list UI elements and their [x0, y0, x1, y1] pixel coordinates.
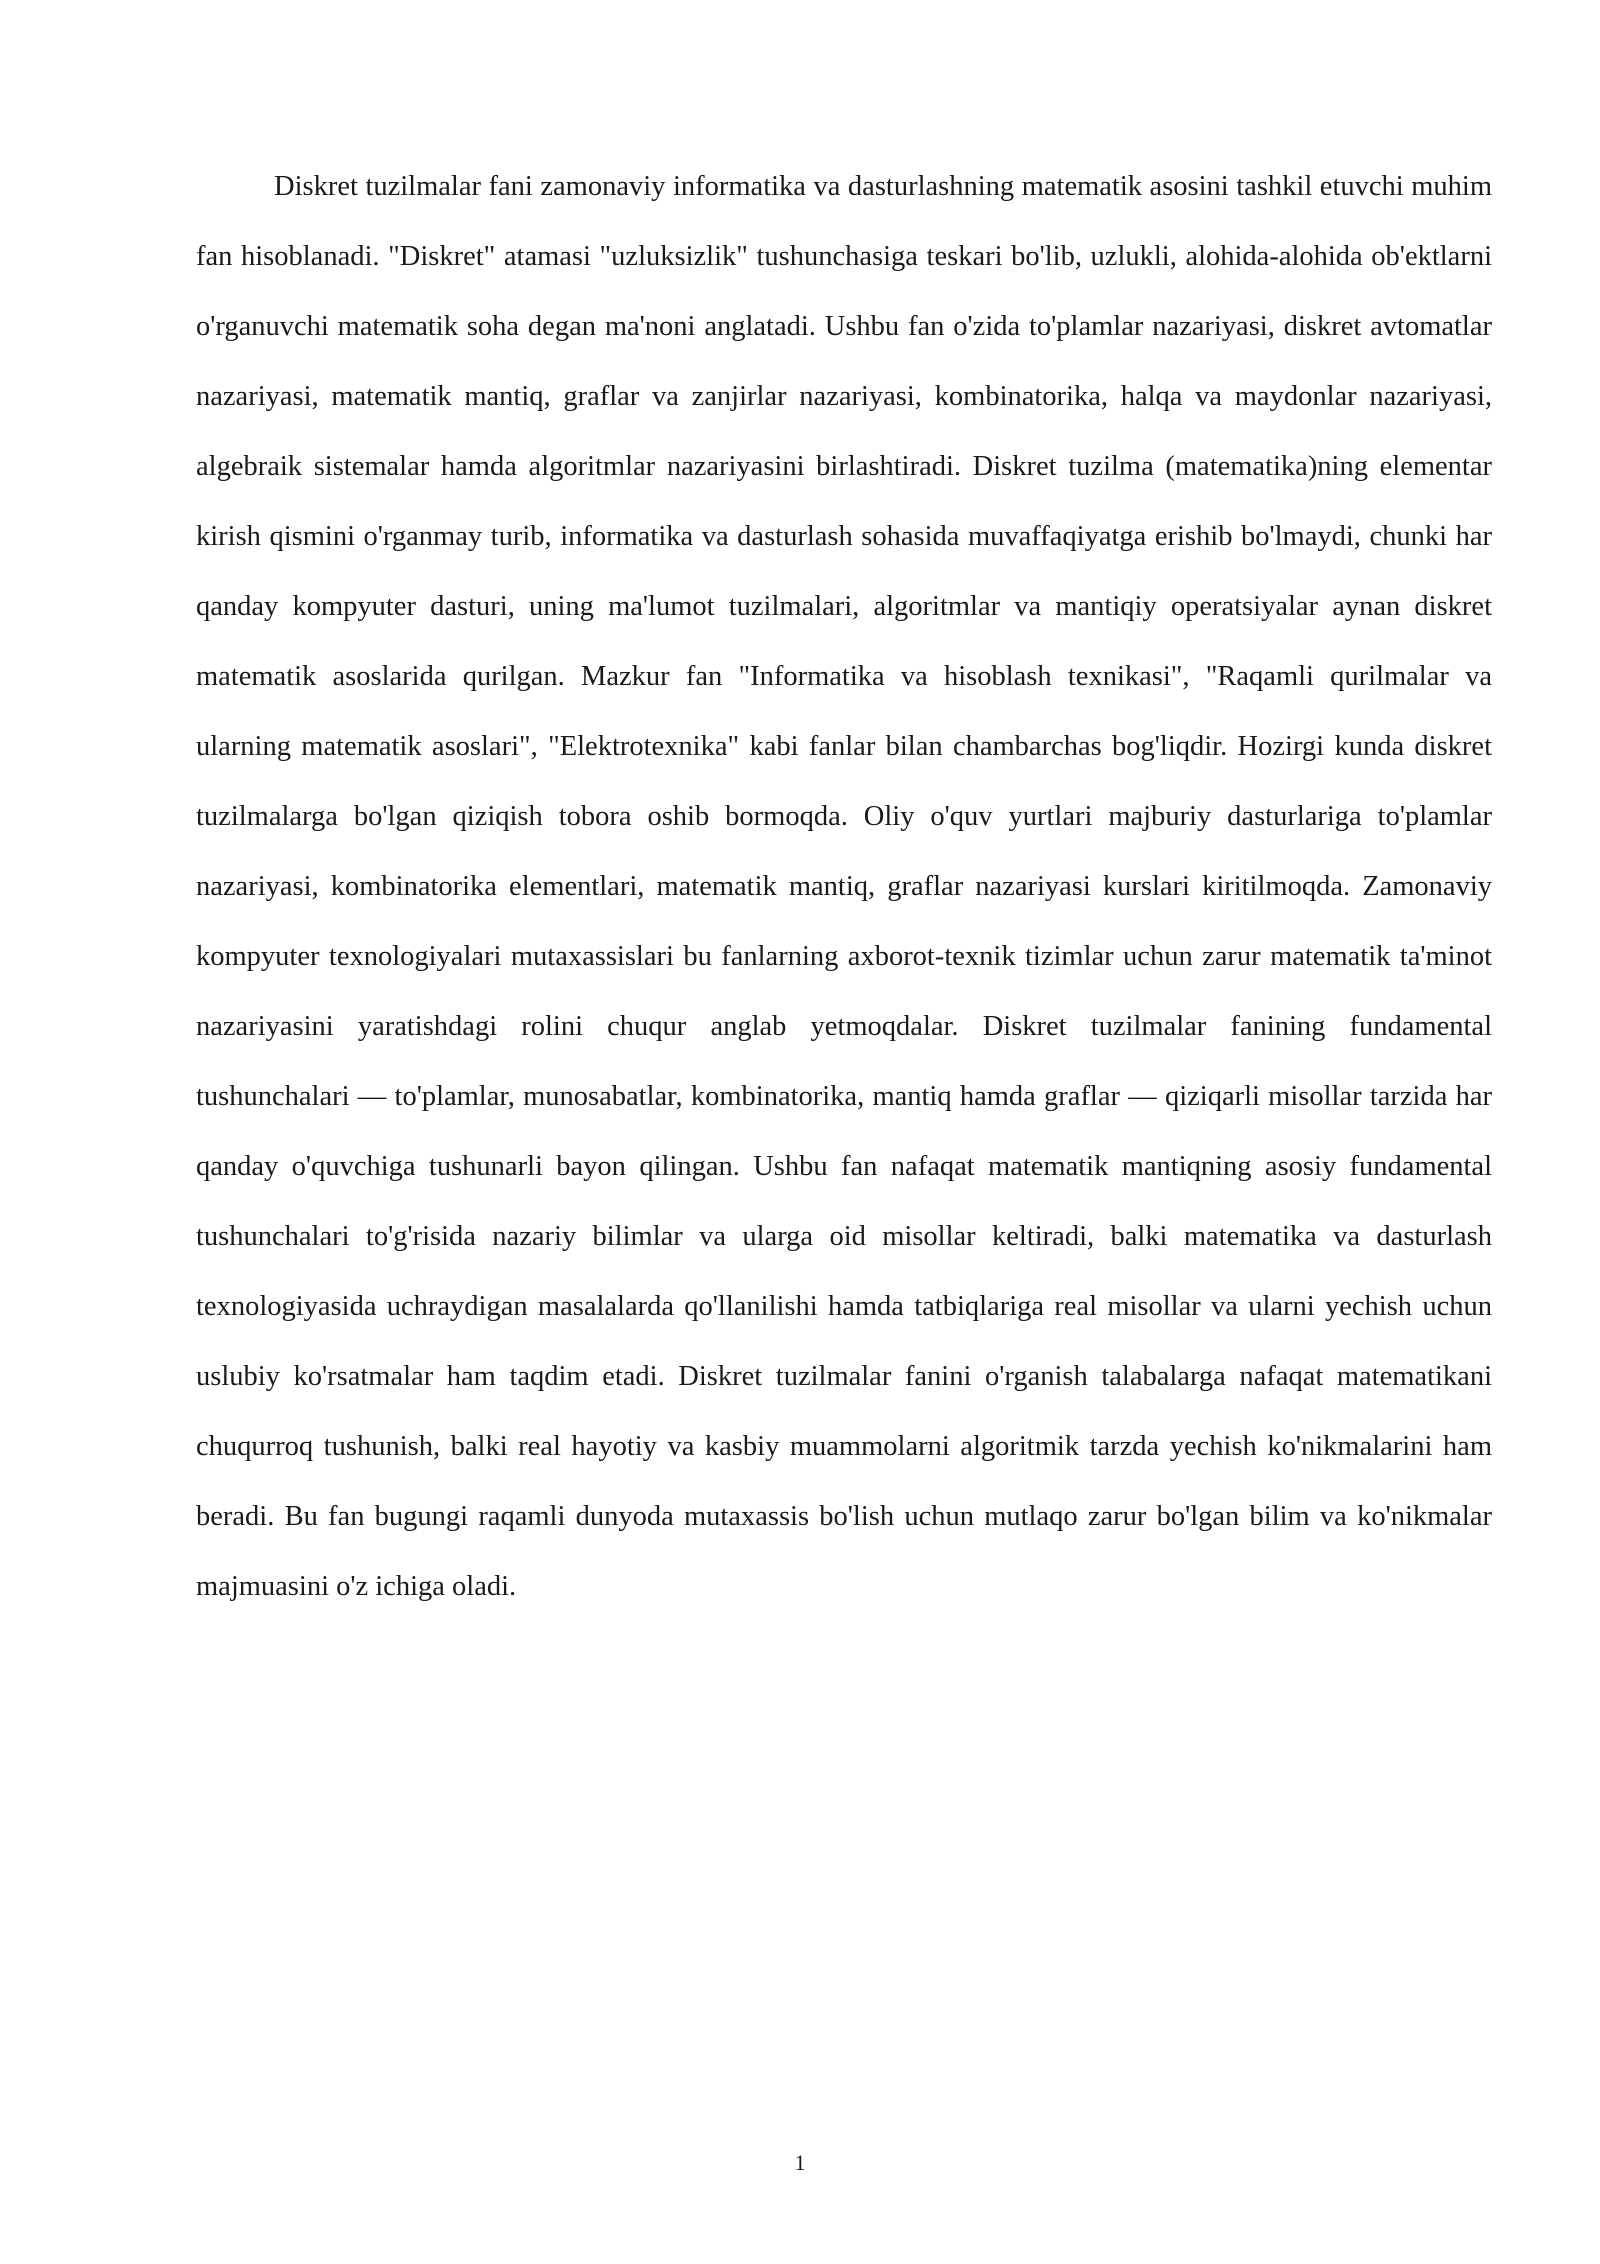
body-paragraph: Diskret tuzilmalar fani zamonaviy informatika va dasturlashning matematik asosini tashkil etuvchi muhim fan hisoblanadi. "Diskret" atamasi "uzluksizlik" tushunchasiga teskari bo'lib, uzlukli, alohida-alohida ob'ektlarni o'rganuvchi matematik soha degan ma'noni anglatadi. Ushbu fan o'zida to'plamlar nazariyasi, diskret avtomatlar nazariyasi, matematik mantiq, graflar va zanjirlar nazariyasi, kombinatorika, halqa va maydonlar nazariyasi, algebraik sistemalar hamda algoritmlar nazariyasini birlashtiradi. Diskret tuzilma (matematika)ning elementar kirish qismini o'rganmay turib, informatika va dasturlash sohasida muvaffaqiyatga erishib bo'lmaydi, chunki har qanday kompyuter dasturi, uning ma'lumot tuzilmalari, algoritmlar va mantiqiy operatsiyalar aynan diskret matematik asoslarida qurilgan. Mazkur fan "Informatika va hisoblash texnikasi", "Raqamli qurilmalar va ularning matematik asoslari", "Elektrotexnika" kabi fanlar bilan chambarchas bog'liqdir. Hozirgi kunda diskret tuzilmalarga bo'lgan qiziqish tobora oshib bormoqda. Oliy o'quv yurtlari majburiy dasturlariga to'plamlar nazariyasi, kombinatorika elementlari, matematik mantiq, graflar nazariyasi kurslari kiritilmoqda. Zamonaviy kompyuter texnologiyalari mutaxassislari bu fanlarning axborot-texnik tizimlar uchun zarur matematik ta'minot nazariyasini yaratishdagi rolini chuqur anglab yetmoqdalar. Diskret tuzilmalar fanining fundamental tushunchalari — to'plamlar, munosabatlar, kombinatorika, mantiq hamda graflar — qiziqarli misollar tarzida har qanday o'quvchiga tushunarli bayon qilingan. Ushbu fan nafaqat matematik mantiqning asosiy fundamental tushunchalari to'g'risida nazariy bilimlar va ularga oid misollar keltiradi, balki matematika va dasturlash texnologiyasida uchraydigan masalalarda qo'llanilishi hamda tatbiqlariga real misollar va ularni yechish uchun uslubiy ko'rsatmalar ham taqdim etadi. Diskret tuzilmalar fanini o'rganish talabalarga nafaqat matematikani chuqurroq tushunish, balki real hayotiy va kasbiy muammolarni algoritmik tarzda yechish ko'nikmalarini ham beradi. Bu fan bugungi raqamli dunyoda mutaxassis bo'lish uchun mutlaqo zarur bo'lgan bilim va ko'nikmalar majmuasini o'z ichiga oladi. [196, 171, 1492, 1602]
page-number: 1 [794, 2150, 806, 2175]
